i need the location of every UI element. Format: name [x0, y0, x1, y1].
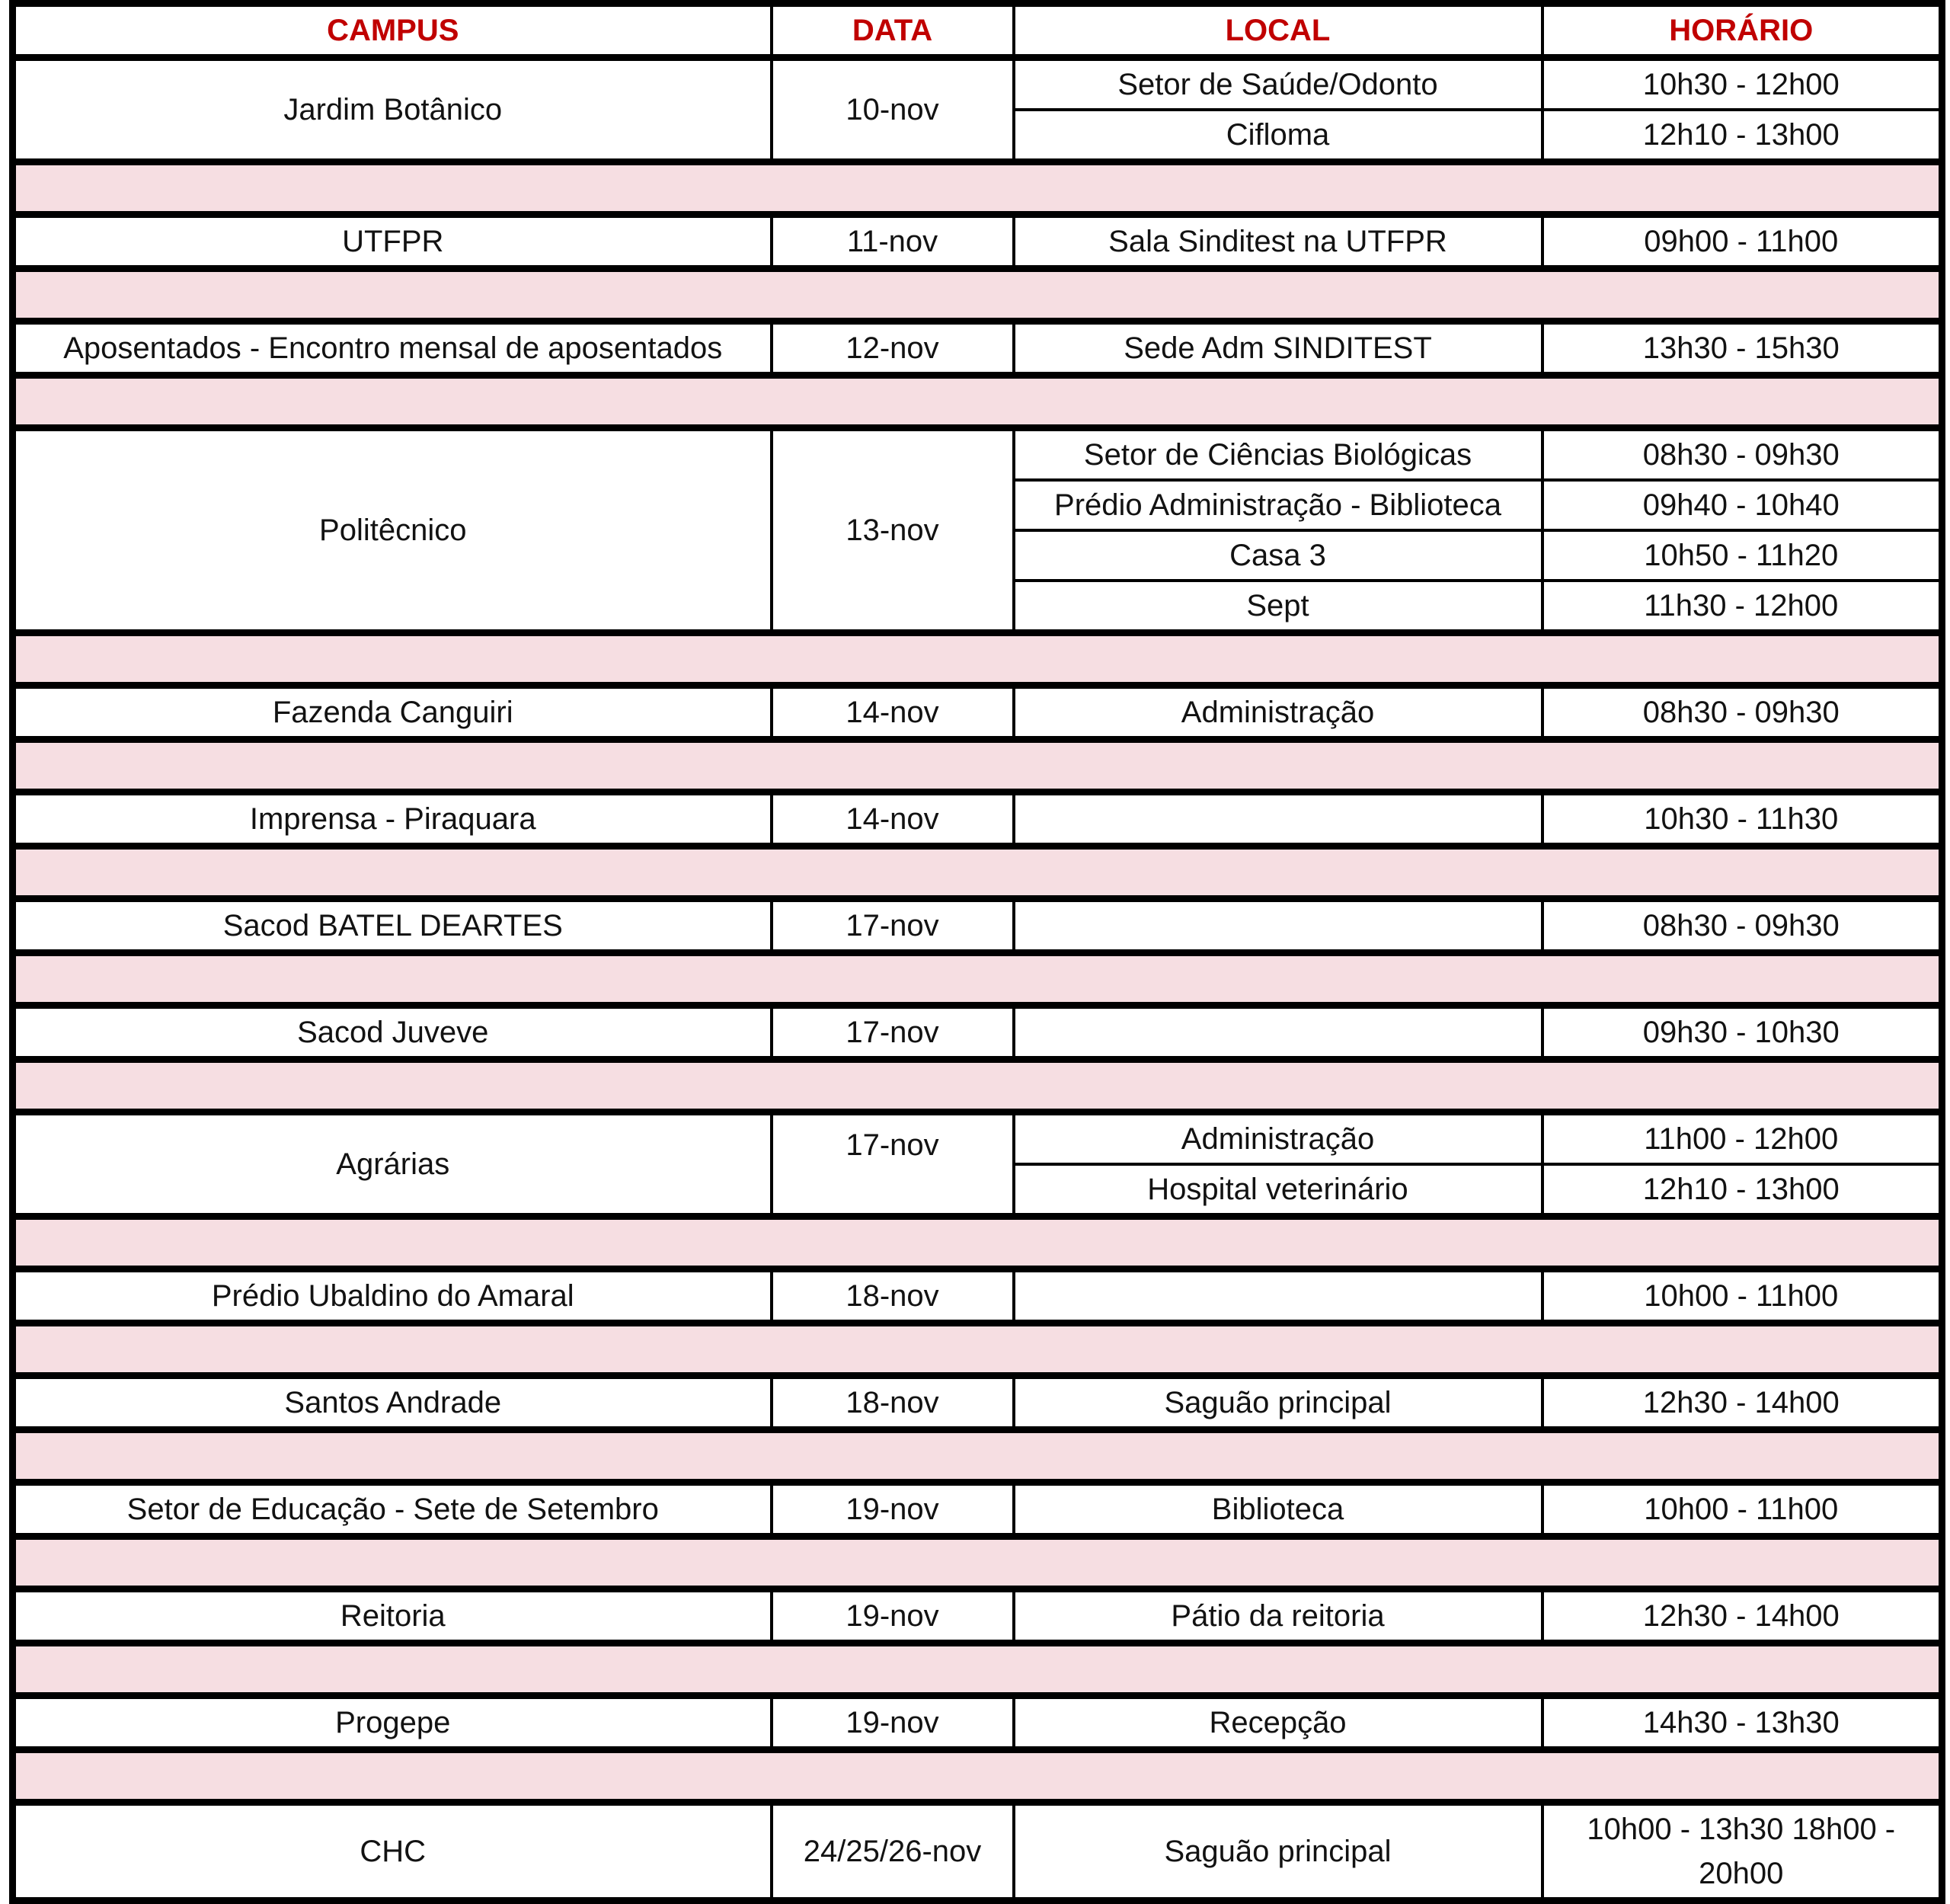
time-text: 10h00 - 11h00 — [1644, 1493, 1839, 1526]
separator-row — [13, 269, 1942, 322]
table-row — [13, 58, 1942, 110]
separator-row — [13, 1750, 1942, 1803]
separator-row — [13, 1217, 1942, 1269]
separator-cell — [13, 1217, 1942, 1269]
local-cell: Administração — [1014, 686, 1542, 740]
time-cell — [1542, 1269, 1942, 1323]
local-cell: Saguão principal — [1014, 1376, 1542, 1430]
local-cell: Setor de Saúde/Odonto — [1014, 58, 1542, 110]
time-text: 10h50 - 11h20 — [1644, 539, 1839, 572]
time-cell — [1542, 899, 1942, 953]
time-text: 14h30 - 13h30 — [1642, 1706, 1840, 1739]
time-cell — [1542, 1164, 1942, 1217]
time-text: 13h30 - 15h30 — [1642, 331, 1840, 365]
local-cell: Cifloma — [1014, 110, 1542, 162]
time-text: 08h30 - 09h30 — [1642, 909, 1840, 942]
campus-cell: Setor de Educação - Sete de Setembro — [13, 1483, 772, 1537]
local-cell: Prédio Administração - Biblioteca — [1014, 480, 1542, 530]
time-cell — [1542, 1696, 1942, 1750]
campus-cell: Progepe — [13, 1696, 772, 1750]
date-cell: 24/25/26-nov — [772, 1803, 1014, 1901]
time-cell — [1542, 581, 1942, 633]
time-cell — [1542, 215, 1942, 269]
time-cell — [1542, 1376, 1942, 1430]
separator-row — [13, 740, 1942, 792]
time-text: 11h00 - 12h00 — [1644, 1122, 1839, 1156]
table-row — [13, 899, 1942, 953]
time-text: 12h10 - 13h00 — [1642, 118, 1840, 152]
time-cell — [1542, 1589, 1942, 1643]
separator-cell — [13, 1537, 1942, 1589]
date-cell: 18-nov — [772, 1376, 1014, 1430]
campaign-schedule-table — [9, 0, 1945, 1904]
date-cell: 12-nov — [772, 322, 1014, 376]
time-cell — [1542, 1483, 1942, 1537]
time-cell — [1542, 58, 1942, 110]
date-cell: 10-nov — [772, 58, 1014, 162]
local-cell: Casa 3 — [1014, 530, 1542, 581]
table-row — [13, 1112, 1942, 1165]
table-row — [13, 1696, 1942, 1750]
time-cell — [1542, 792, 1942, 846]
time-cell — [1542, 1112, 1942, 1165]
separator-row — [13, 1430, 1942, 1483]
campus-cell: Sacod BATEL DEARTES — [13, 899, 772, 953]
time-text: 09h40 - 10h40 — [1642, 488, 1840, 522]
separator-cell — [13, 633, 1942, 686]
separator-cell — [13, 846, 1942, 899]
campus-cell: CHC — [13, 1803, 772, 1901]
time-text: 10h30 - 12h00 — [1642, 68, 1840, 101]
campus-cell: Jardim Botânico — [13, 58, 772, 162]
schedule-body — [13, 58, 1942, 1901]
time-cell — [1542, 428, 1942, 481]
separator-cell — [13, 269, 1942, 322]
date-cell: 13-nov — [772, 428, 1014, 633]
table-row — [13, 1376, 1942, 1430]
campus-cell: Aposentados - Encontro mensal de aposentados — [13, 322, 772, 376]
separator-cell — [13, 376, 1942, 428]
time-text: 12h10 - 13h00 — [1642, 1173, 1840, 1206]
local-cell — [1014, 1269, 1542, 1323]
time-text: 10h00 - 11h00 — [1644, 1279, 1839, 1313]
date-cell: 14-nov — [772, 792, 1014, 846]
time-cell — [1542, 322, 1942, 376]
date-cell: 19-nov — [772, 1589, 1014, 1643]
time-text: 12h30 - 14h00 — [1642, 1599, 1840, 1633]
campus-cell: Prédio Ubaldino do Amaral — [13, 1269, 772, 1323]
time-text: 10h00 - 13h30 18h00 - 20h00 — [1587, 1813, 1896, 1890]
separator-cell — [13, 1323, 1942, 1376]
separator-row — [13, 162, 1942, 215]
local-cell — [1014, 899, 1542, 953]
separator-cell — [13, 1750, 1942, 1803]
separator-row — [13, 1537, 1942, 1589]
table-row — [13, 1589, 1942, 1643]
local-cell: Recepção — [1014, 1696, 1542, 1750]
local-cell: Hospital veterinário — [1014, 1164, 1542, 1217]
separator-cell — [13, 1060, 1942, 1112]
separator-row — [13, 1323, 1942, 1376]
time-cell — [1542, 110, 1942, 162]
separator-row — [13, 846, 1942, 899]
local-cell: Setor de Ciências Biológicas — [1014, 428, 1542, 481]
local-cell: Biblioteca — [1014, 1483, 1542, 1537]
time-text: 09h30 - 10h30 — [1642, 1016, 1840, 1049]
local-cell: Pátio da reitoria — [1014, 1589, 1542, 1643]
date-cell: 18-nov — [772, 1269, 1014, 1323]
separator-cell — [13, 740, 1942, 792]
campus-cell: UTFPR — [13, 215, 772, 269]
table-row — [13, 686, 1942, 740]
table-row — [13, 322, 1942, 376]
separator-row — [13, 1060, 1942, 1112]
table-row — [13, 1006, 1942, 1060]
separator-row — [13, 376, 1942, 428]
local-cell: Administração — [1014, 1112, 1542, 1165]
separator-row — [13, 953, 1942, 1006]
table-row — [13, 792, 1942, 846]
campus-cell: Imprensa - Piraquara — [13, 792, 772, 846]
header-campus: CAMPUS — [13, 4, 772, 58]
date-cell: 17-nov — [772, 899, 1014, 953]
table-row — [13, 428, 1942, 481]
date-cell: 17-nov — [772, 1112, 1014, 1217]
time-text: 09h00 - 11h00 — [1644, 225, 1839, 258]
time-cell — [1542, 480, 1942, 530]
table-row — [13, 1803, 1942, 1901]
local-cell: Sede Adm SINDITEST — [1014, 322, 1542, 376]
date-cell: 11-nov — [772, 215, 1014, 269]
campus-cell: Agrárias — [13, 1112, 772, 1217]
separator-row — [13, 633, 1942, 686]
time-cell — [1542, 686, 1942, 740]
table-row — [13, 1483, 1942, 1537]
table-row — [13, 215, 1942, 269]
separator-cell — [13, 953, 1942, 1006]
time-text: 12h30 - 14h00 — [1642, 1386, 1840, 1419]
campus-cell: Fazenda Canguiri — [13, 686, 772, 740]
table-row — [13, 1269, 1942, 1323]
local-cell — [1014, 792, 1542, 846]
date-cell: 17-nov — [772, 1006, 1014, 1060]
header-horario: HORÁRIO — [1542, 4, 1942, 58]
campus-cell: Politêcnico — [13, 428, 772, 633]
date-cell: 14-nov — [772, 686, 1014, 740]
separator-cell — [13, 1643, 1942, 1696]
time-text: 08h30 - 09h30 — [1642, 438, 1840, 472]
header-data: DATA — [772, 4, 1014, 58]
time-text: 11h30 - 12h00 — [1644, 589, 1839, 622]
local-cell: Sala Sinditest na UTFPR — [1014, 215, 1542, 269]
time-cell — [1542, 1803, 1942, 1901]
header-local: LOCAL — [1014, 4, 1542, 58]
time-cell — [1542, 530, 1942, 581]
time-text: 08h30 - 09h30 — [1642, 696, 1840, 729]
campus-cell: Reitoria — [13, 1589, 772, 1643]
campus-cell: Sacod Juveve — [13, 1006, 772, 1060]
time-cell — [1542, 1006, 1942, 1060]
date-cell: 19-nov — [772, 1483, 1014, 1537]
local-cell: Saguão principal — [1014, 1803, 1542, 1901]
local-cell — [1014, 1006, 1542, 1060]
separator-cell — [13, 162, 1942, 215]
separator-row — [13, 1643, 1942, 1696]
campus-cell: Santos Andrade — [13, 1376, 772, 1430]
table-header-row — [13, 4, 1942, 58]
time-text: 10h30 - 11h30 — [1644, 802, 1839, 836]
date-cell: 19-nov — [772, 1696, 1014, 1750]
local-cell: Sept — [1014, 581, 1542, 633]
separator-cell — [13, 1430, 1942, 1483]
